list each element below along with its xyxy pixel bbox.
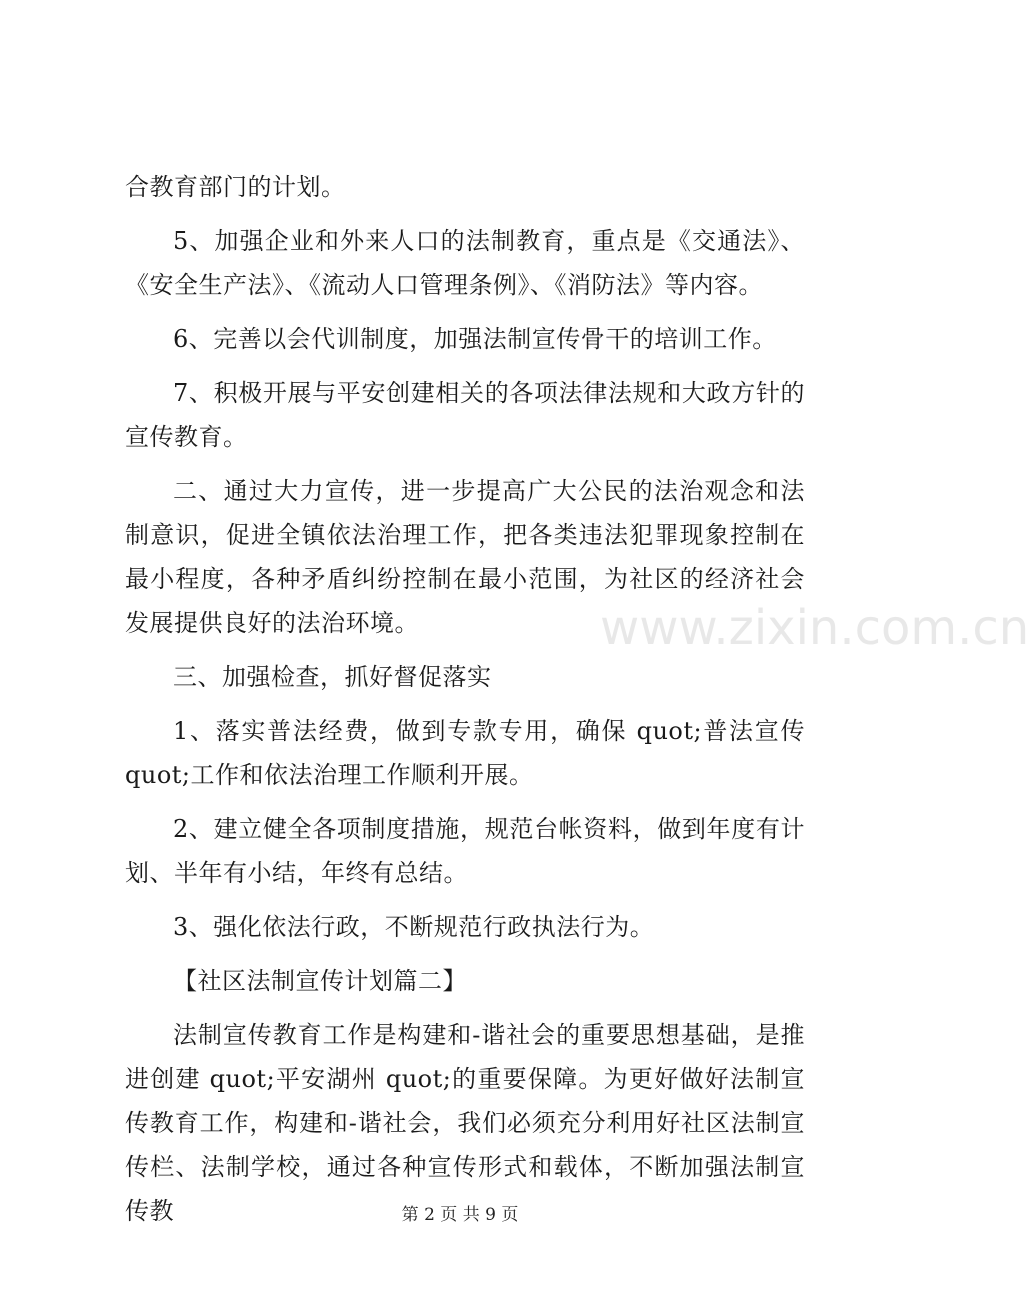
- page-footer: [0, 1200, 920, 1225]
- paragraph: 3、强化依法行政，不断规范行政执法行为。: [173, 913, 655, 941]
- page-number: 第 2 页 共 9 页: [401, 1205, 519, 1225]
- section-heading: 【社区法制宣传计划篇二】: [173, 967, 467, 995]
- paragraph: 5、加强企业和外来人口的法制教育，重点是《交通法》、《安全生产法》、《流动人口管理条例》、《消防法》等内容。: [125, 227, 805, 299]
- watermark: www.zixin.com.cn: [600, 600, 1029, 656]
- paragraph: 6、完善以会代训制度，加强法制宣传骨干的培训工作。: [173, 325, 777, 353]
- paragraph: 二、通过大力宣传，进一步提高广大公民的法治观念和法制意识，促进全镇依法治理工作，把各类违法犯罪现象控制在最小程度，各种矛盾纠纷控制在最小范围，为社区的经济社会发展提供良好的法治环境。: [125, 477, 805, 637]
- document-body: [125, 165, 805, 1243]
- section-heading: 三、加强检查，抓好督促落实: [173, 663, 492, 691]
- paragraph: 7、积极开展与平安创建相关的各项法律法规和大政方针的宣传教育。: [125, 379, 805, 451]
- paragraph: 法制宣传教育工作是构建和-谐社会的重要思想基础，是推进创建 quot;平安湖州 quot;的重要保障。为更好做好法制宣传教育工作，构建和-谐社会，我们必须充分利用好社区法制宣传栏、法制学校，通过各种宣传形式和载体，不断加强法制宣传教: [125, 1021, 805, 1225]
- paragraph: 2、建立健全各项制度措施，规范台帐资料，做到年度有计划、半年有小结，年终有总结。: [125, 815, 805, 887]
- paragraph: 合教育部门的计划。: [125, 173, 346, 201]
- paragraph: 1、落实普法经费，做到专款专用，确保 quot;普法宣传 quot;工作和依法治理工作顺利开展。: [125, 717, 805, 789]
